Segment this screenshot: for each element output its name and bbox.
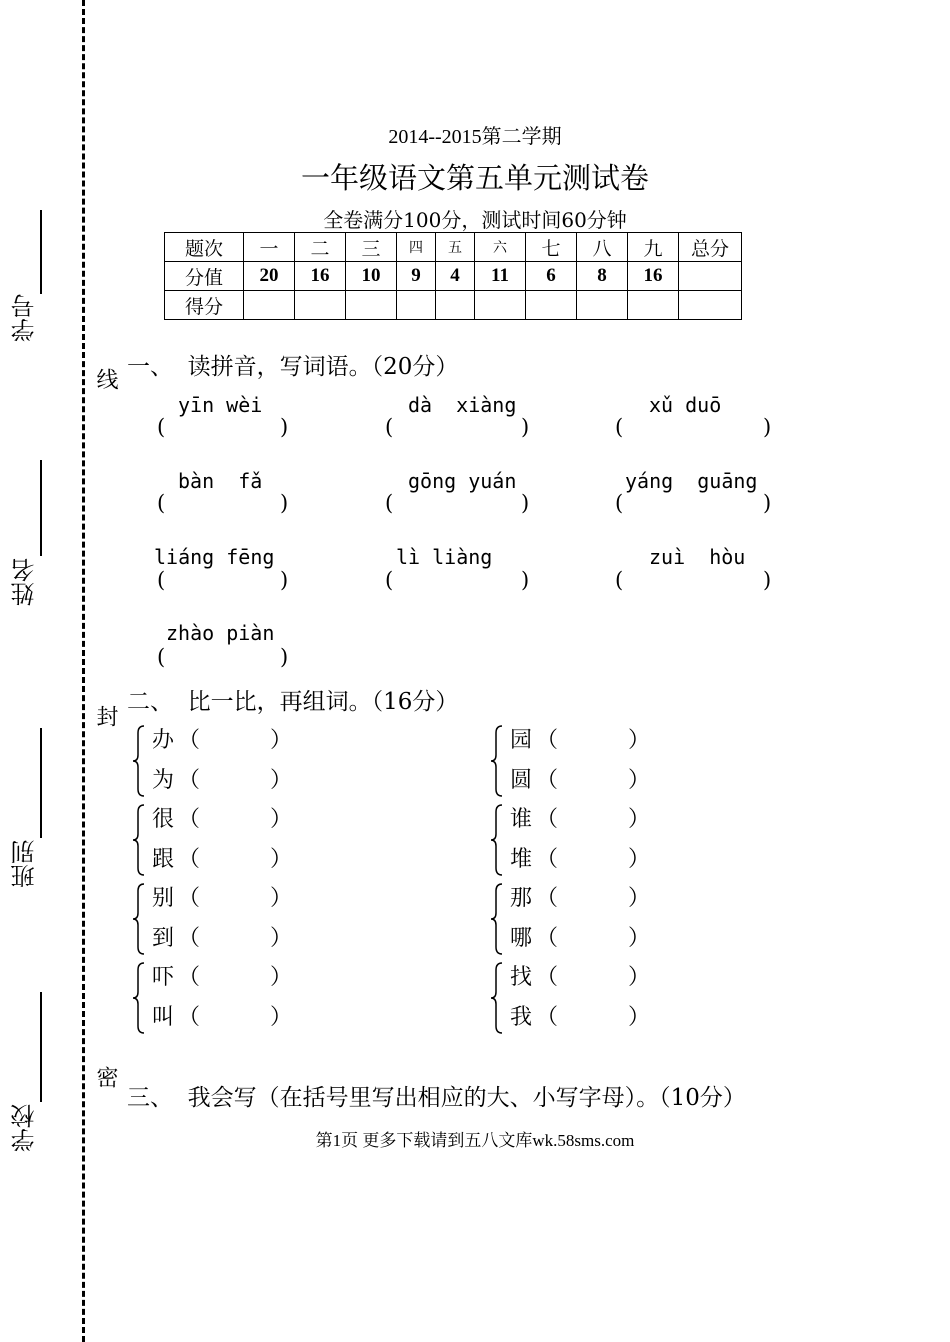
table-cell[interactable] xyxy=(397,291,436,320)
table-cell: 一 xyxy=(244,233,295,262)
answer-paren-open: ( xyxy=(157,645,166,669)
answer-paren-open: （ xyxy=(536,847,559,872)
brace-icon xyxy=(490,725,504,797)
answer-paren-open: ( xyxy=(615,415,624,439)
word-answer-blank[interactable] xyxy=(204,725,274,749)
answer-paren-close: ） xyxy=(270,847,293,872)
table-cell: 11 xyxy=(475,262,526,291)
table-cell: 六 xyxy=(475,233,526,262)
answer-paren-close: ) xyxy=(763,491,772,515)
table-cell: 八 xyxy=(577,233,628,262)
answer-paren-close: ） xyxy=(270,886,293,911)
school-underline xyxy=(40,992,42,1102)
table-cell: 总分 xyxy=(679,233,742,262)
answer-paren-open: （ xyxy=(536,886,559,911)
word-answer-blank[interactable] xyxy=(562,1002,632,1026)
word-answer-blank[interactable] xyxy=(562,962,632,986)
compare-character: 到 xyxy=(152,926,175,951)
answer-paren-open: （ xyxy=(536,1005,559,1030)
table-cell[interactable] xyxy=(526,291,577,320)
word-answer-blank[interactable] xyxy=(562,765,632,789)
answer-paren-close: ） xyxy=(628,926,651,951)
compare-character: 吓 xyxy=(152,965,175,990)
word-answer-blank[interactable] xyxy=(204,804,274,828)
table-cell: 16 xyxy=(295,262,346,291)
brace-icon xyxy=(490,962,504,1034)
table-cell[interactable] xyxy=(679,291,742,320)
word-answer-blank[interactable] xyxy=(562,804,632,828)
compare-character: 哪 xyxy=(510,926,533,951)
answer-blank[interactable] xyxy=(399,417,519,441)
brace-icon xyxy=(132,725,146,797)
answer-paren-close: ) xyxy=(280,568,289,592)
answer-paren-open: （ xyxy=(178,728,201,753)
table-cell: 6 xyxy=(526,262,577,291)
answer-paren-open: （ xyxy=(536,926,559,951)
answer-blank[interactable] xyxy=(171,493,278,517)
answer-blank[interactable] xyxy=(629,493,761,517)
brace-icon xyxy=(132,962,146,1034)
answer-blank[interactable] xyxy=(629,417,761,441)
answer-paren-close: ) xyxy=(280,491,289,515)
answer-paren-open: ( xyxy=(157,415,166,439)
pinyin-label: xǔ duō xyxy=(649,393,722,417)
page-title: 一年级语文第五单元测试卷 xyxy=(300,161,649,195)
answer-paren-open: （ xyxy=(536,965,559,990)
answer-blank[interactable] xyxy=(629,570,761,594)
answer-blank[interactable] xyxy=(171,417,278,441)
seal-mark-seal: 封 xyxy=(93,705,118,727)
compare-character: 那 xyxy=(510,886,533,911)
seal-mark-secret: 密 xyxy=(93,1066,118,1088)
word-answer-blank[interactable] xyxy=(204,844,274,868)
answer-paren-open: ( xyxy=(157,491,166,515)
table-cell: 20 xyxy=(244,262,295,291)
compare-character: 堆 xyxy=(510,847,533,872)
compare-character: 办 xyxy=(152,728,175,753)
pinyin-label: lì liàng xyxy=(396,545,493,569)
compare-character: 我 xyxy=(510,1005,533,1030)
answer-paren-open: （ xyxy=(536,768,559,793)
answer-paren-close: ） xyxy=(270,1005,293,1030)
brace-icon xyxy=(490,883,504,955)
table-cell xyxy=(679,262,742,291)
table-cell: 10 xyxy=(346,262,397,291)
table-cell: 题次 xyxy=(165,233,244,262)
brace-icon xyxy=(132,883,146,955)
table-cell: 4 xyxy=(436,262,475,291)
table-cell: 九 xyxy=(628,233,679,262)
compare-character: 找 xyxy=(510,965,533,990)
answer-paren-close: ） xyxy=(270,926,293,951)
word-answer-blank[interactable] xyxy=(562,923,632,947)
table-row xyxy=(165,291,742,320)
answer-paren-close: ） xyxy=(628,728,651,753)
answer-paren-open: （ xyxy=(536,728,559,753)
word-answer-blank[interactable] xyxy=(204,883,274,907)
table-cell: 五 xyxy=(436,233,475,262)
pinyin-label: yīn wèi xyxy=(178,393,263,417)
answer-paren-close: ) xyxy=(763,568,772,592)
answer-paren-open: （ xyxy=(536,807,559,832)
pinyin-label: liáng fēng xyxy=(154,545,275,569)
class-underline xyxy=(40,728,42,838)
table-cell[interactable] xyxy=(244,291,295,320)
answer-paren-close: ） xyxy=(628,847,651,872)
score-table xyxy=(164,232,742,320)
seal-mark-line: 线 xyxy=(93,368,118,390)
exam-info: 全卷满分100分，测试时间60分钟 xyxy=(323,208,627,232)
answer-paren-open: （ xyxy=(178,1005,201,1030)
compare-character: 很 xyxy=(152,807,175,832)
table-cell: 得分 xyxy=(165,291,244,320)
table-cell: 三 xyxy=(346,233,397,262)
term-heading: 2014--2015第二学期 xyxy=(388,126,562,148)
compare-character: 谁 xyxy=(510,807,533,832)
answer-paren-open: （ xyxy=(178,886,201,911)
answer-blank[interactable] xyxy=(399,493,519,517)
pinyin-label: zuì hòu xyxy=(649,545,746,569)
word-answer-blank[interactable] xyxy=(204,962,274,986)
word-answer-blank[interactable] xyxy=(562,725,632,749)
answer-blank[interactable] xyxy=(171,647,278,671)
pinyin-label: yáng guāng xyxy=(625,469,758,493)
table-cell: 8 xyxy=(577,262,628,291)
table-cell[interactable] xyxy=(577,291,628,320)
answer-blank[interactable] xyxy=(171,570,278,594)
answer-paren-open: （ xyxy=(178,965,201,990)
answer-paren-close: ） xyxy=(628,965,651,990)
answer-paren-close: ） xyxy=(628,768,651,793)
table-row xyxy=(165,233,742,262)
word-answer-blank[interactable] xyxy=(204,765,274,789)
answer-paren-close: ） xyxy=(270,768,293,793)
table-cell: 四 xyxy=(397,233,436,262)
compare-character: 跟 xyxy=(152,847,175,872)
section-2-title: 二、 比一比，再组词。（16分） xyxy=(127,689,459,715)
answer-paren-open: ( xyxy=(615,491,624,515)
word-answer-blank[interactable] xyxy=(562,844,632,868)
answer-paren-open: （ xyxy=(178,768,201,793)
word-answer-blank[interactable] xyxy=(562,883,632,907)
answer-paren-open: （ xyxy=(178,926,201,951)
compare-character: 叫 xyxy=(152,1005,175,1030)
name-underline xyxy=(40,460,42,556)
class-label: 班别 xyxy=(11,840,39,888)
table-cell: 16 xyxy=(628,262,679,291)
table-cell: 二 xyxy=(295,233,346,262)
answer-paren-open: ( xyxy=(385,491,394,515)
answer-paren-open: ( xyxy=(385,415,394,439)
pinyin-label: bàn fǎ xyxy=(178,469,263,493)
compare-character: 为 xyxy=(152,768,175,793)
answer-paren-open: ( xyxy=(615,568,624,592)
school-label: 学校 xyxy=(11,1104,39,1152)
answer-blank[interactable] xyxy=(399,570,519,594)
brace-icon xyxy=(490,804,504,876)
answer-paren-close: ） xyxy=(628,807,651,832)
answer-paren-close: ） xyxy=(270,965,293,990)
table-row xyxy=(165,262,742,291)
table-cell: 分值 xyxy=(165,262,244,291)
name-label: 姓名 xyxy=(11,558,39,606)
answer-paren-open: ( xyxy=(385,568,394,592)
answer-paren-close: ) xyxy=(521,491,530,515)
answer-paren-close: ) xyxy=(280,645,289,669)
answer-paren-close: ） xyxy=(628,886,651,911)
answer-paren-open: （ xyxy=(178,807,201,832)
word-answer-blank[interactable] xyxy=(204,1002,274,1026)
section-1-title: 一、 读拼音，写词语。（20分） xyxy=(127,354,459,380)
answer-paren-close: ） xyxy=(270,728,293,753)
section-3-title: 三、 我会写（在括号里写出相应的大、小写字母）。（10分） xyxy=(127,1085,746,1111)
table-cell[interactable] xyxy=(628,291,679,320)
pinyin-label: zhào piàn xyxy=(166,621,275,645)
answer-paren-close: ） xyxy=(270,807,293,832)
table-cell: 9 xyxy=(397,262,436,291)
table-cell[interactable] xyxy=(436,291,475,320)
compare-character: 圆 xyxy=(510,768,533,793)
student-id-label: 学号 xyxy=(11,294,39,342)
page-footer: 第1页 更多下载请到五八文库wk.58sms.com xyxy=(315,1131,635,1150)
answer-paren-close: ) xyxy=(521,415,530,439)
answer-paren-close: ) xyxy=(763,415,772,439)
compare-character: 别 xyxy=(152,886,175,911)
answer-paren-open: （ xyxy=(178,847,201,872)
answer-paren-close: ) xyxy=(521,568,530,592)
answer-paren-open: ( xyxy=(157,568,166,592)
table-cell[interactable] xyxy=(295,291,346,320)
table-cell: 七 xyxy=(526,233,577,262)
table-cell[interactable] xyxy=(346,291,397,320)
pinyin-label: dà xiàng xyxy=(408,393,517,417)
answer-paren-close: ） xyxy=(628,1005,651,1030)
brace-icon xyxy=(132,804,146,876)
word-answer-blank[interactable] xyxy=(204,923,274,947)
answer-paren-close: ) xyxy=(280,415,289,439)
pinyin-label: gōng yuán xyxy=(408,469,517,493)
compare-character: 园 xyxy=(510,728,533,753)
table-cell[interactable] xyxy=(475,291,526,320)
